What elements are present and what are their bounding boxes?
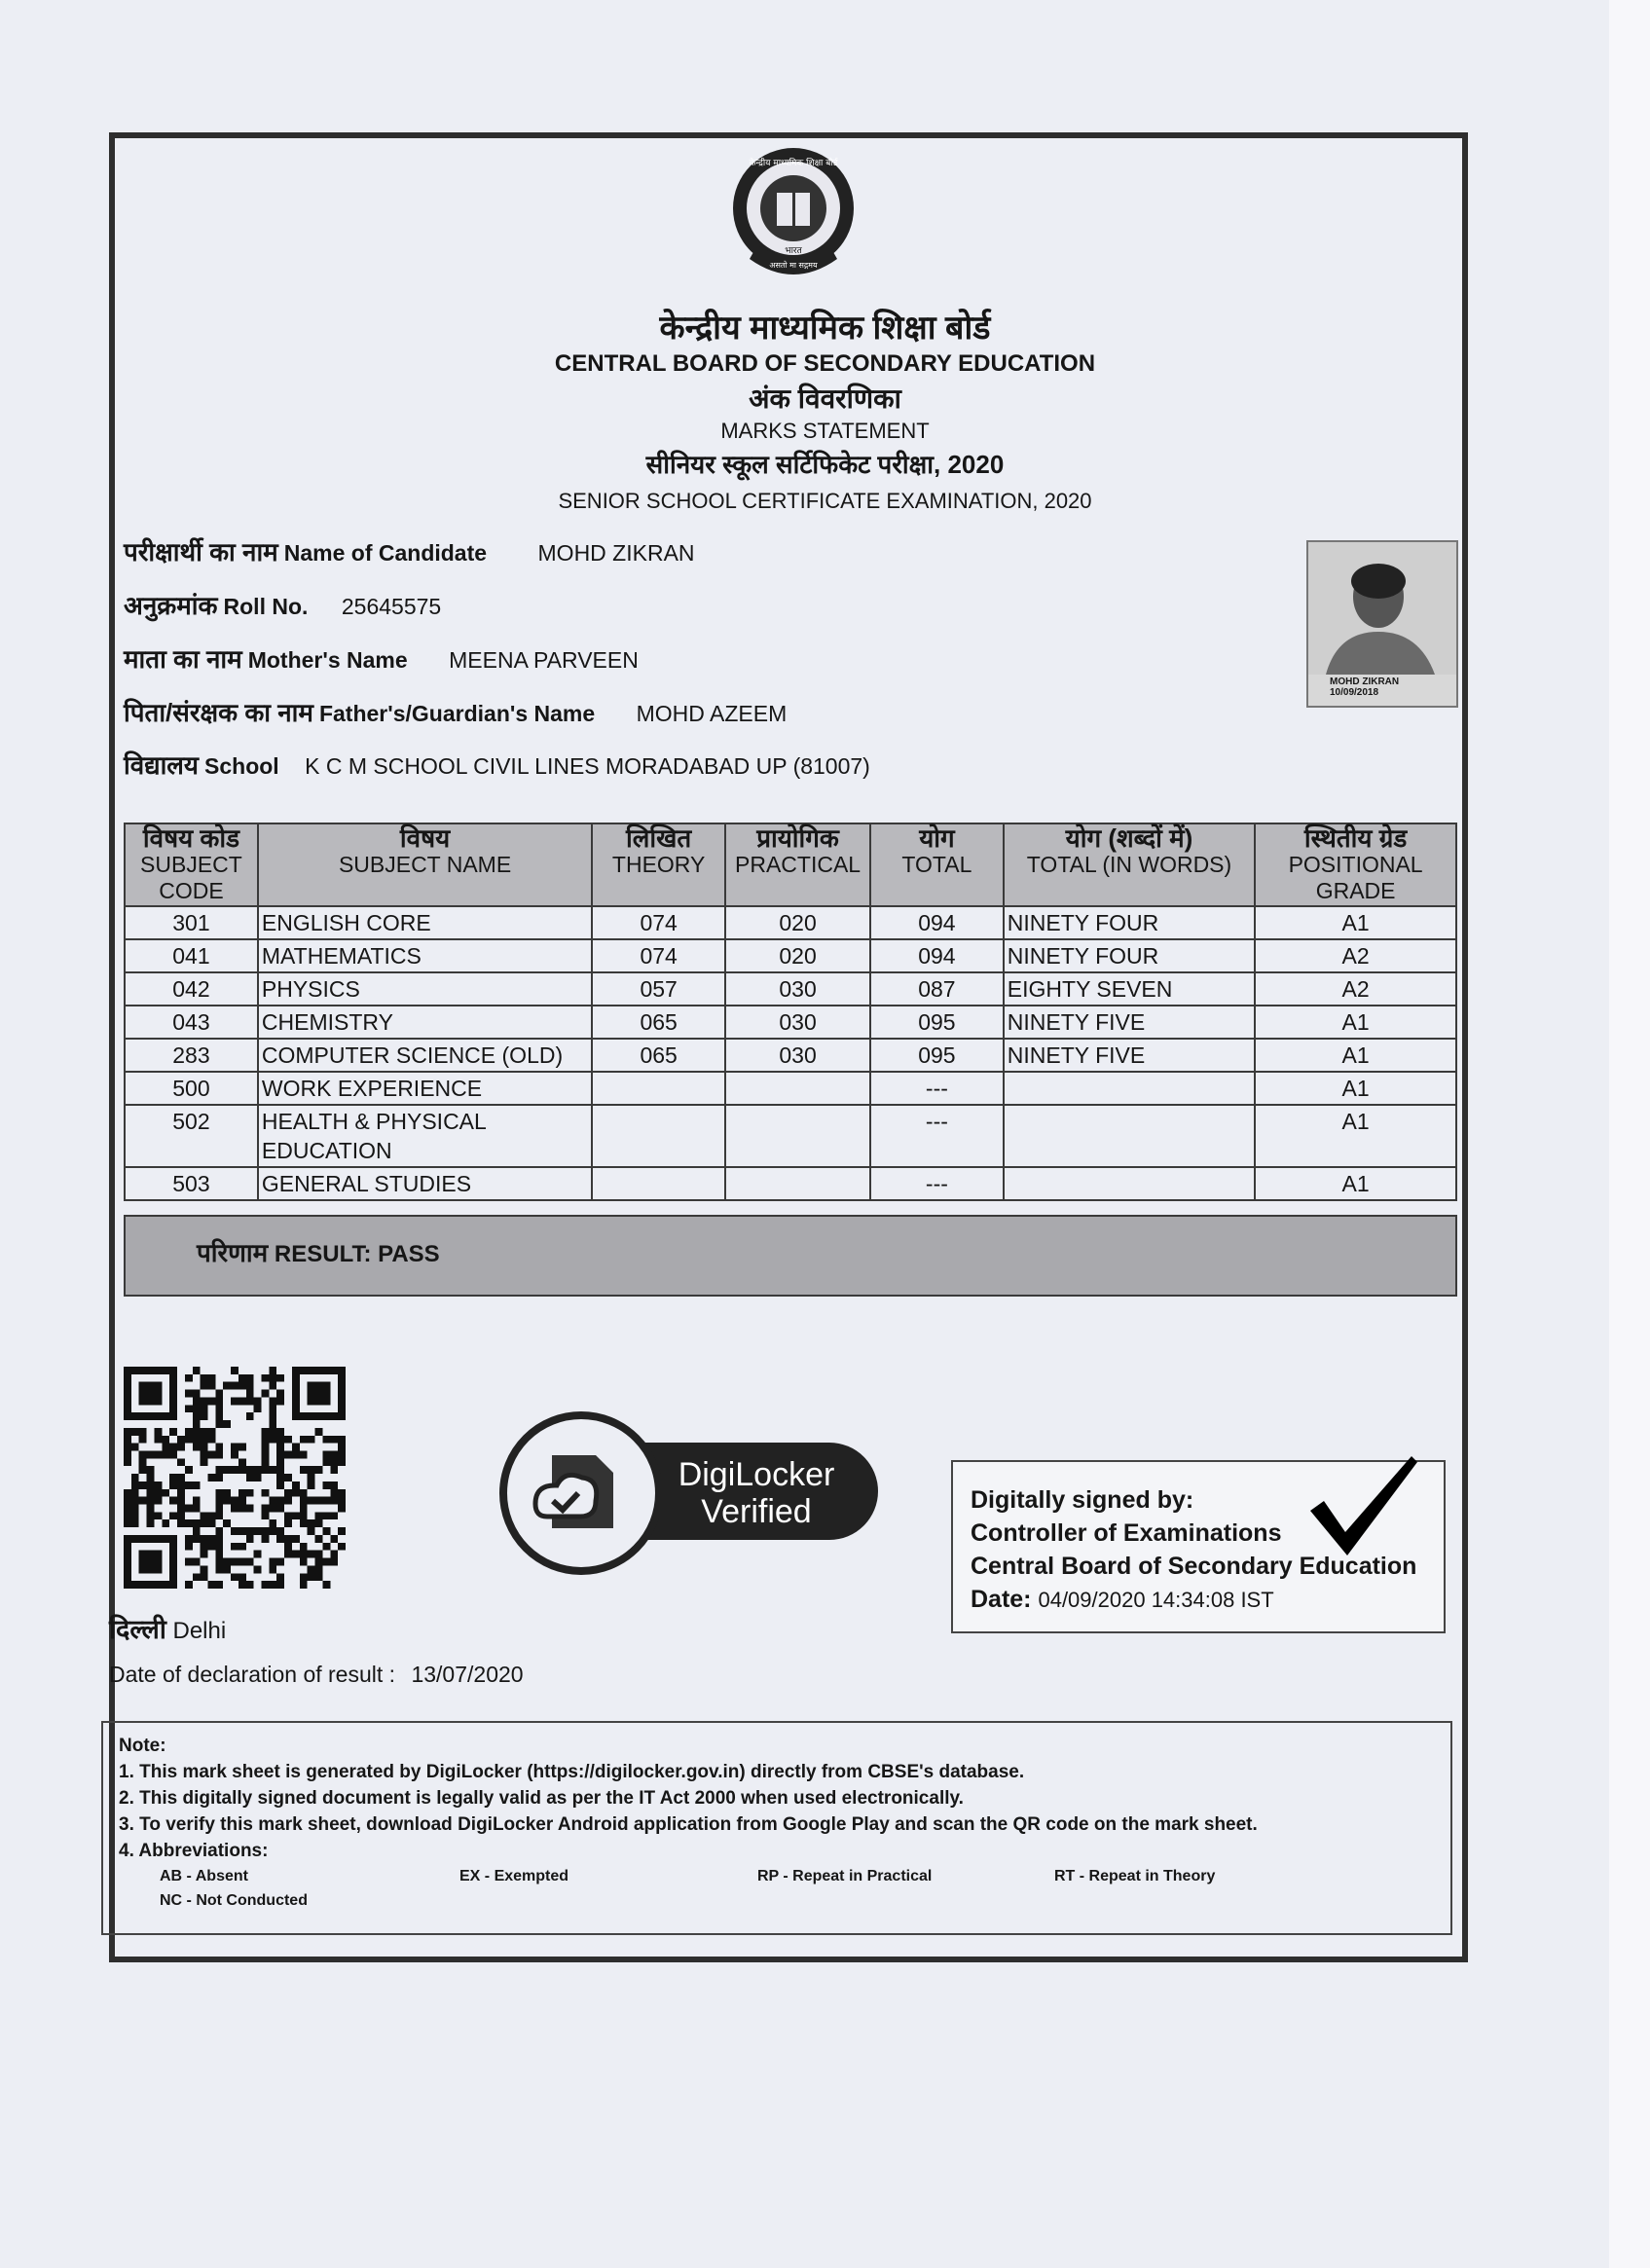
declaration-label: Date of declaration of result : (109, 1662, 396, 1687)
father-name: MOHD AZEEM (636, 701, 788, 726)
checkmark-icon (1304, 1450, 1421, 1567)
total-marks: 095 (870, 1039, 1004, 1072)
father-label-hindi: पिता/संरक्षक का नाम (124, 698, 313, 727)
abbr-repeat-practical: RP - Repeat in Practical (757, 1868, 933, 1884)
school-name: K C M SCHOOL CIVIL LINES MORADABAD UP (81007) (305, 753, 870, 779)
header-subject-code: विषय कोड SUBJECT CODE (125, 823, 258, 906)
practical-marks: 020 (725, 906, 870, 939)
photo-caption-date: 10/09/2018 (1330, 687, 1379, 698)
father-label: Father's/Guardian's Name (318, 701, 596, 726)
roll-number-row (124, 587, 441, 622)
theory-marks: 065 (592, 1039, 725, 1072)
theory-marks (592, 1167, 725, 1200)
total-marks: --- (870, 1167, 1004, 1200)
header-total: योग TOTAL (870, 823, 1004, 906)
name-label: Name of Candidate (283, 540, 488, 566)
positional-grade: A1 (1255, 1072, 1456, 1105)
subject-code: 500 (125, 1072, 258, 1105)
result-banner (124, 1215, 1457, 1297)
exam-name-english: SENIOR SCHOOL CERTIFICATE EXAMINATION, 2020 (558, 489, 1092, 513)
positional-grade: A1 (1255, 1006, 1456, 1039)
roll-number: 25645575 (341, 594, 442, 619)
emblem-text-top: केन्द्रीय माध्यमिक शिक्षा बोर्ड (749, 159, 838, 168)
declaration-date: 13/07/2020 (411, 1662, 524, 1687)
theory-marks: 074 (592, 939, 725, 972)
theory-marks (592, 1105, 725, 1167)
theory-marks (592, 1072, 725, 1105)
note-item: 1. This mark sheet is generated by DigiLocker (https://digilocker.gov.in) directly from CBSE's database. (119, 1762, 1025, 1782)
statement-title-hindi: अंक विवरणिका (749, 384, 901, 414)
practical-marks (725, 1167, 870, 1200)
badge-line1: DigiLocker (678, 1456, 835, 1493)
mother-name-row (124, 640, 639, 676)
positional-grade: A1 (1255, 1039, 1456, 1072)
exam-name-hindi: सीनियर स्कूल सर्टिफिकेट परीक्षा, 2020 (645, 450, 1005, 479)
total-marks: 094 (870, 939, 1004, 972)
board-name-hindi: केन्द्रीय माध्यमिक शिक्षा बोर्ड (659, 310, 991, 347)
cbse-emblem-logo (720, 144, 866, 288)
result-status: RESULT: PASS (274, 1241, 440, 1267)
badge-line2: Verified (701, 1493, 812, 1530)
place-of-issue (109, 1610, 226, 1646)
place-english: Delhi (172, 1618, 227, 1644)
practical-marks: 030 (725, 1006, 870, 1039)
subject-code: 502 (125, 1105, 258, 1167)
subject-code: 503 (125, 1167, 258, 1200)
subject-code: 042 (125, 972, 258, 1006)
person-photo-icon (1308, 542, 1456, 675)
practical-marks (725, 1105, 870, 1167)
abbr-not-conducted: NC - Not Conducted (160, 1892, 308, 1909)
table-row (125, 1006, 1456, 1039)
total-in-words: NINETY FIVE (1004, 1039, 1255, 1072)
table-row (125, 1167, 1456, 1200)
positional-grade: A1 (1255, 906, 1456, 939)
marks-table (124, 823, 1457, 1201)
declaration-date-row (109, 1662, 524, 1688)
total-in-words (1004, 1072, 1255, 1105)
subject-name: HEALTH & PHYSICAL EDUCATION (258, 1105, 592, 1167)
table-header-row (125, 823, 1456, 906)
header-subject-name: विषय SUBJECT NAME (258, 823, 592, 906)
header-total-in-words: योग (शब्दों में) TOTAL (IN WORDS) (1004, 823, 1255, 906)
subject-code: 283 (125, 1039, 258, 1072)
table-row (125, 1105, 1456, 1167)
subject-name: CHEMISTRY (258, 1006, 592, 1039)
total-in-words: NINETY FIVE (1004, 1006, 1255, 1039)
header-positional-grade: स्थितीय ग्रेड POSITIONAL GRADE (1255, 823, 1456, 906)
notes-box (101, 1721, 1452, 1935)
abbr-exempted: EX - Exempted (459, 1868, 569, 1884)
abbreviations-list (119, 1864, 1450, 1915)
emblem-motto: असतो मा सद्गमय (769, 261, 818, 270)
subject-code: 301 (125, 906, 258, 939)
qr-code-icon[interactable] (124, 1366, 346, 1590)
notes-title: Note: (119, 1736, 166, 1756)
note-item: 2. This digitally signed document is legally valid as per the IT Act 2000 when used electronically. (119, 1788, 964, 1809)
candidate-name: MOHD ZIKRAN (537, 540, 695, 566)
total-marks: 095 (870, 1006, 1004, 1039)
school-label: School (204, 753, 279, 779)
signed-by-label: Digitally signed by: (971, 1486, 1194, 1514)
total-marks: --- (870, 1105, 1004, 1167)
subject-code: 041 (125, 939, 258, 972)
subject-name: PHYSICS (258, 972, 592, 1006)
total-in-words (1004, 1167, 1255, 1200)
candidate-name-row (124, 533, 695, 568)
total-marks: --- (870, 1072, 1004, 1105)
roll-label-hindi: अनुक्रमांक (124, 591, 218, 620)
name-label-hindi: परीक्षार्थी का नाम (124, 537, 278, 567)
mother-label-hindi: माता का नाम (124, 644, 242, 674)
positional-grade: A2 (1255, 939, 1456, 972)
practical-marks (725, 1072, 870, 1105)
signer-organization: Central Board of Secondary Education (971, 1553, 1417, 1580)
theory-marks: 074 (592, 906, 725, 939)
positional-grade: A2 (1255, 972, 1456, 1006)
subject-name: MATHEMATICS (258, 939, 592, 972)
signature-date: 04/09/2020 14:34:08 IST (1038, 1588, 1274, 1612)
note-item: 4. Abbreviations: (119, 1841, 269, 1861)
subject-code: 043 (125, 1006, 258, 1039)
subject-name: COMPUTER SCIENCE (OLD) (258, 1039, 592, 1072)
table-row (125, 1072, 1456, 1105)
mother-name: MEENA PARVEEN (449, 647, 639, 673)
place-hindi: दिल्ली (109, 1615, 166, 1644)
result-label-hindi: परिणाम (197, 1238, 269, 1267)
table-row (125, 1039, 1456, 1072)
total-in-words: NINETY FOUR (1004, 906, 1255, 939)
abbr-absent: AB - Absent (160, 1868, 248, 1884)
father-name-row (124, 694, 787, 729)
school-row (124, 747, 870, 782)
subject-name: GENERAL STUDIES (258, 1167, 592, 1200)
table-row (125, 939, 1456, 972)
subject-name: WORK EXPERIENCE (258, 1072, 592, 1105)
emblem-text-mid: भारत (785, 246, 802, 256)
practical-marks: 030 (725, 1039, 870, 1072)
positional-grade: A1 (1255, 1167, 1456, 1200)
total-in-words: EIGHTY SEVEN (1004, 972, 1255, 1006)
table-row (125, 972, 1456, 1006)
positional-grade: A1 (1255, 1105, 1456, 1167)
total-marks: 094 (870, 906, 1004, 939)
note-item: 3. To verify this mark sheet, download DigiLocker Android application from Google Play and scan the QR code on the mark sheet. (119, 1814, 1258, 1835)
photo-caption-name: MOHD ZIKRAN (1330, 677, 1400, 687)
statement-title-english: MARKS STATEMENT (720, 419, 930, 443)
theory-marks: 057 (592, 972, 725, 1006)
signer-title: Controller of Examinations (971, 1519, 1282, 1547)
total-in-words: NINETY FOUR (1004, 939, 1255, 972)
total-marks: 087 (870, 972, 1004, 1006)
school-label-hindi: विद्यालय (124, 750, 200, 780)
header-practical: प्रायोगिक PRACTICAL (725, 823, 870, 906)
subject-name: ENGLISH CORE (258, 906, 592, 939)
abbr-repeat-theory: RT - Repeat in Theory (1054, 1868, 1216, 1884)
total-in-words (1004, 1105, 1255, 1167)
signature-date-label: Date: (971, 1586, 1032, 1613)
candidate-photo (1306, 540, 1458, 708)
practical-marks: 030 (725, 972, 870, 1006)
header-theory: लिखित THEORY (592, 823, 725, 906)
roll-label: Roll No. (223, 594, 309, 619)
theory-marks: 065 (592, 1006, 725, 1039)
mother-label: Mother's Name (247, 647, 408, 673)
digilocker-verified-badge (498, 1411, 888, 1577)
practical-marks: 020 (725, 939, 870, 972)
board-name-english: CENTRAL BOARD OF SECONDARY EDUCATION (554, 350, 1096, 377)
table-row (125, 906, 1456, 939)
